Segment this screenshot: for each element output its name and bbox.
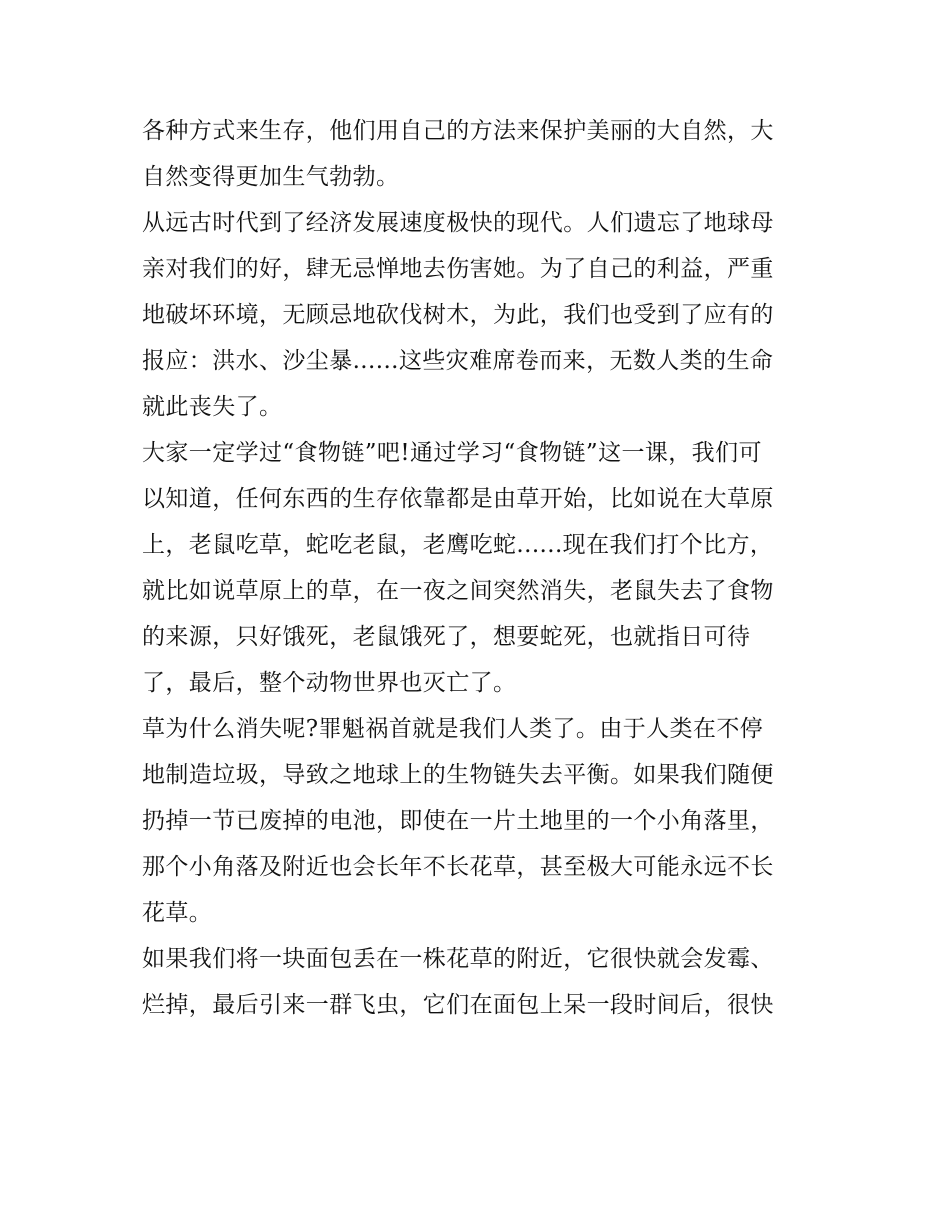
text-line: 就此丧失了。 <box>142 394 283 420</box>
text-line: 花草。 <box>142 900 213 926</box>
text-line: 报应：洪水、沙尘暴......这些灾难席卷而来，无数人类的生命 <box>142 348 774 374</box>
text-line: 如果我们将一块面包丢在一株花草的附近，它很快就会发霉、 <box>142 946 774 972</box>
paragraph-1 <box>142 108 814 200</box>
text-line: 了，最后，整个动物世界也灭亡了。 <box>142 670 517 696</box>
text-line: 从远古时代到了经济发展速度极快的现代。人们遗忘了地球母 <box>142 210 774 236</box>
text-line: 亲对我们的好，肆无忌惮地去伤害她。为了自己的利益，严重 <box>142 256 774 282</box>
text-line: 扔掉一节已废掉的电池，即使在一片土地里的一个小角落里， <box>142 808 774 834</box>
text-line: 自然变得更加生气勃勃。 <box>142 164 400 190</box>
text-line: 地破坏环境，无顾忌地砍伐树木，为此，我们也受到了应有的 <box>142 302 774 328</box>
paragraph-2 <box>142 200 814 430</box>
text-line: 那个小角落及附近也会长年不长花草，甚至极大可能永远不长 <box>142 854 774 880</box>
paragraph-3 <box>142 430 814 706</box>
document-body <box>142 108 814 1028</box>
paragraph-4 <box>142 706 814 936</box>
text-line: 烂掉，最后引来一群飞虫，它们在面包上呆一段时间后，很快 <box>142 992 774 1018</box>
text-line: 各种方式来生存，他们用自己的方法来保护美丽的大自然，大 <box>142 118 774 144</box>
text-line: 大家一定学过“食物链”吧!通过学习“食物链”这一课，我们可 <box>142 440 762 466</box>
text-line: 的来源，只好饿死，老鼠饿死了，想要蛇死，也就指日可待 <box>142 624 751 650</box>
text-line: 上，老鼠吃草，蛇吃老鼠，老鹰吃蛇......现在我们打个比方， <box>142 532 774 558</box>
text-line: 地制造垃圾，导致之地球上的生物链失去平衡。如果我们随便 <box>142 762 774 788</box>
paragraph-5 <box>142 936 814 1028</box>
text-line: 草为什么消失呢?罪魁祸首就是我们人类了。由于人类在不停 <box>142 716 764 742</box>
text-line: 以知道，任何东西的生存依靠都是由草开始，比如说在大草原 <box>142 486 774 512</box>
text-line: 就比如说草原上的草，在一夜之间突然消失，老鼠失去了食物 <box>142 578 774 604</box>
